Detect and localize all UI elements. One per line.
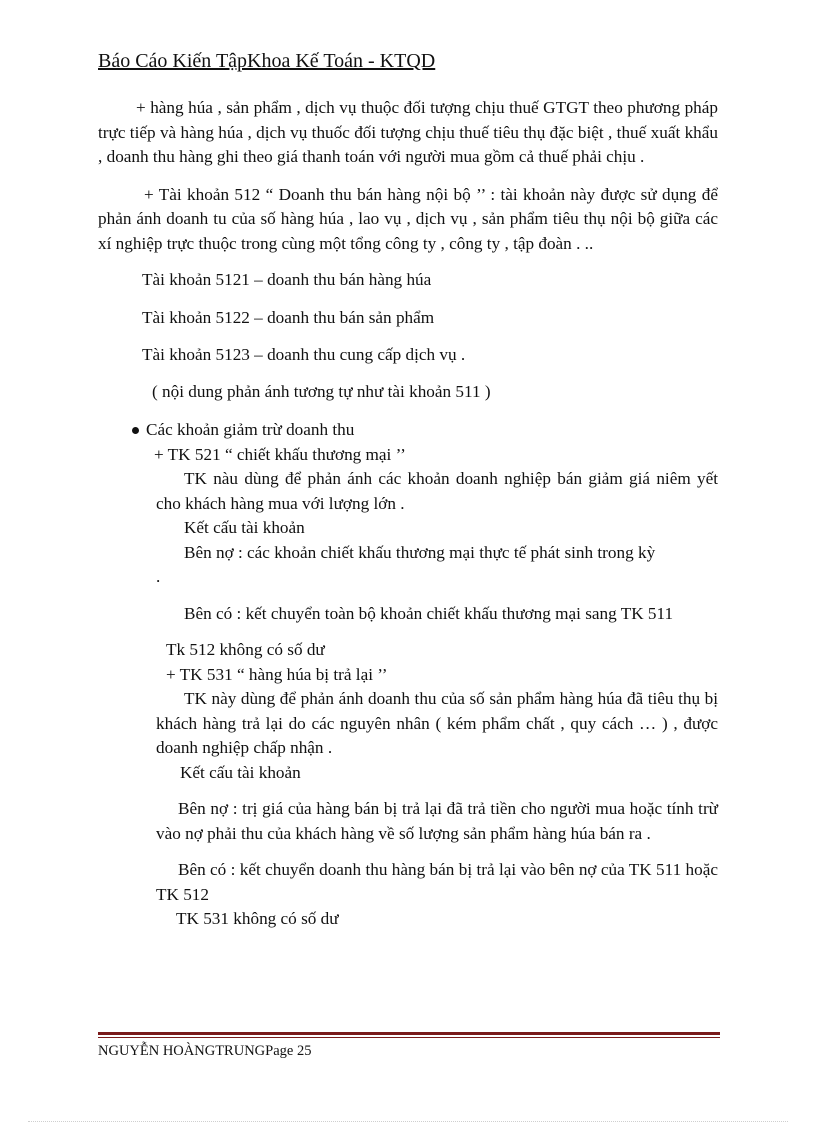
tk531-description: TK này dùng để phản ánh doanh thu của số sản phẩm hàng húa đã tiêu thụ bị khách hàng trả lại do các nguyên nhân ( kém phẩm chất , quy cách … ) , được doanh nghiệp chấp nhận . [156, 689, 718, 757]
page-header: Báo Cáo Kiến TậpKhoa Kế Toán - KTQD [98, 50, 436, 72]
bullet-icon [132, 427, 139, 434]
bullet-label: Các khoản giảm trừ doanh thu [146, 420, 355, 439]
tk531-title: + TK 531 “ hàng húa bị trả lại ’’ [166, 664, 388, 684]
tk521-credit: Bên có : kết chuyển toàn bộ khoản chiết khấu thương mại sang TK 511 [184, 603, 674, 623]
tk531-debit: Bên nợ : trị giá của hàng bán bị trả lại đã trả tiền cho người mua hoặc tính trừ vào nợ phải thu của khách hàng về số lượng sản phẩm hàng húa bán ra . [156, 799, 718, 843]
account-5123: Tài khoản 5123 – doanh thu cung cấp dịch vụ . [142, 345, 466, 364]
document-body [98, 96, 718, 932]
content-note: ( nội dung phản ánh tương tự như tài khoản 511 ) [152, 381, 491, 401]
account-5121: Tài khoản 5121 – doanh thu bán hàng húa [142, 270, 432, 289]
tk521-description: TK nàu dùng để phản ánh các khoản doanh nghiệp bán giảm giá niêm yết cho khách hàng mua với lượng lớn . [156, 469, 718, 513]
bullet-item-revenue-deductions [132, 418, 718, 443]
paragraph-vat-direct: + hàng húa , sản phẩm , dịch vụ thuộc đối tượng chịu thuế GTGT theo phương pháp trực tiếp và hàng húa , dịch vụ thuốc đối tượng chịu thuế tiêu thụ đặc biệt , thuế xuất khẩu , doanh thu hàng ghi theo giá thanh toán với người mua gồm cả thuế phải chịu . [98, 98, 718, 166]
tk531-structure-heading: Kết cấu tài khoản [180, 762, 301, 782]
tk521-structure-heading: Kết cấu tài khoản [184, 518, 305, 537]
paragraph-account-512: + Tài khoản 512 “ Doanh thu bán hàng nội bộ ’’ : tài khoản này được sử dụng để phản ánh doanh tu của số hàng húa , lao vụ , dịch vụ , sản phẩm tiêu thụ nội bộ giữa các xí nghiệp trực thuộc trong cùng một tổng công ty , công ty , tập đoàn . .. [98, 184, 718, 253]
page-footer: NGUYỄN HOÀNGTRUNGPage 25 [98, 1043, 312, 1059]
tk521-debit-end: . [156, 567, 161, 586]
footer-rule [98, 1032, 720, 1038]
tk531-balance: TK 531 không có số dư [176, 909, 339, 928]
footer-rule-thin [98, 1037, 720, 1038]
page-edge-dotted-line [28, 1121, 788, 1122]
tk521-title: + TK 521 “ chiết khấu thương mại ’’ [154, 444, 406, 464]
tk531-credit: Bên có : kết chuyển doanh thu hàng bán bị trả lại vào bên nợ của TK 511 hoặc TK 512 [156, 860, 718, 904]
account-5122: Tài khoản 5122 – doanh thu bán sản phẩm [142, 307, 435, 327]
tk521-debit: Bên nợ : các khoản chiết khấu thương mại thực tế phát sinh trong kỳ [184, 542, 656, 562]
tk512-balance: Tk 512 không có số dư [166, 640, 325, 659]
